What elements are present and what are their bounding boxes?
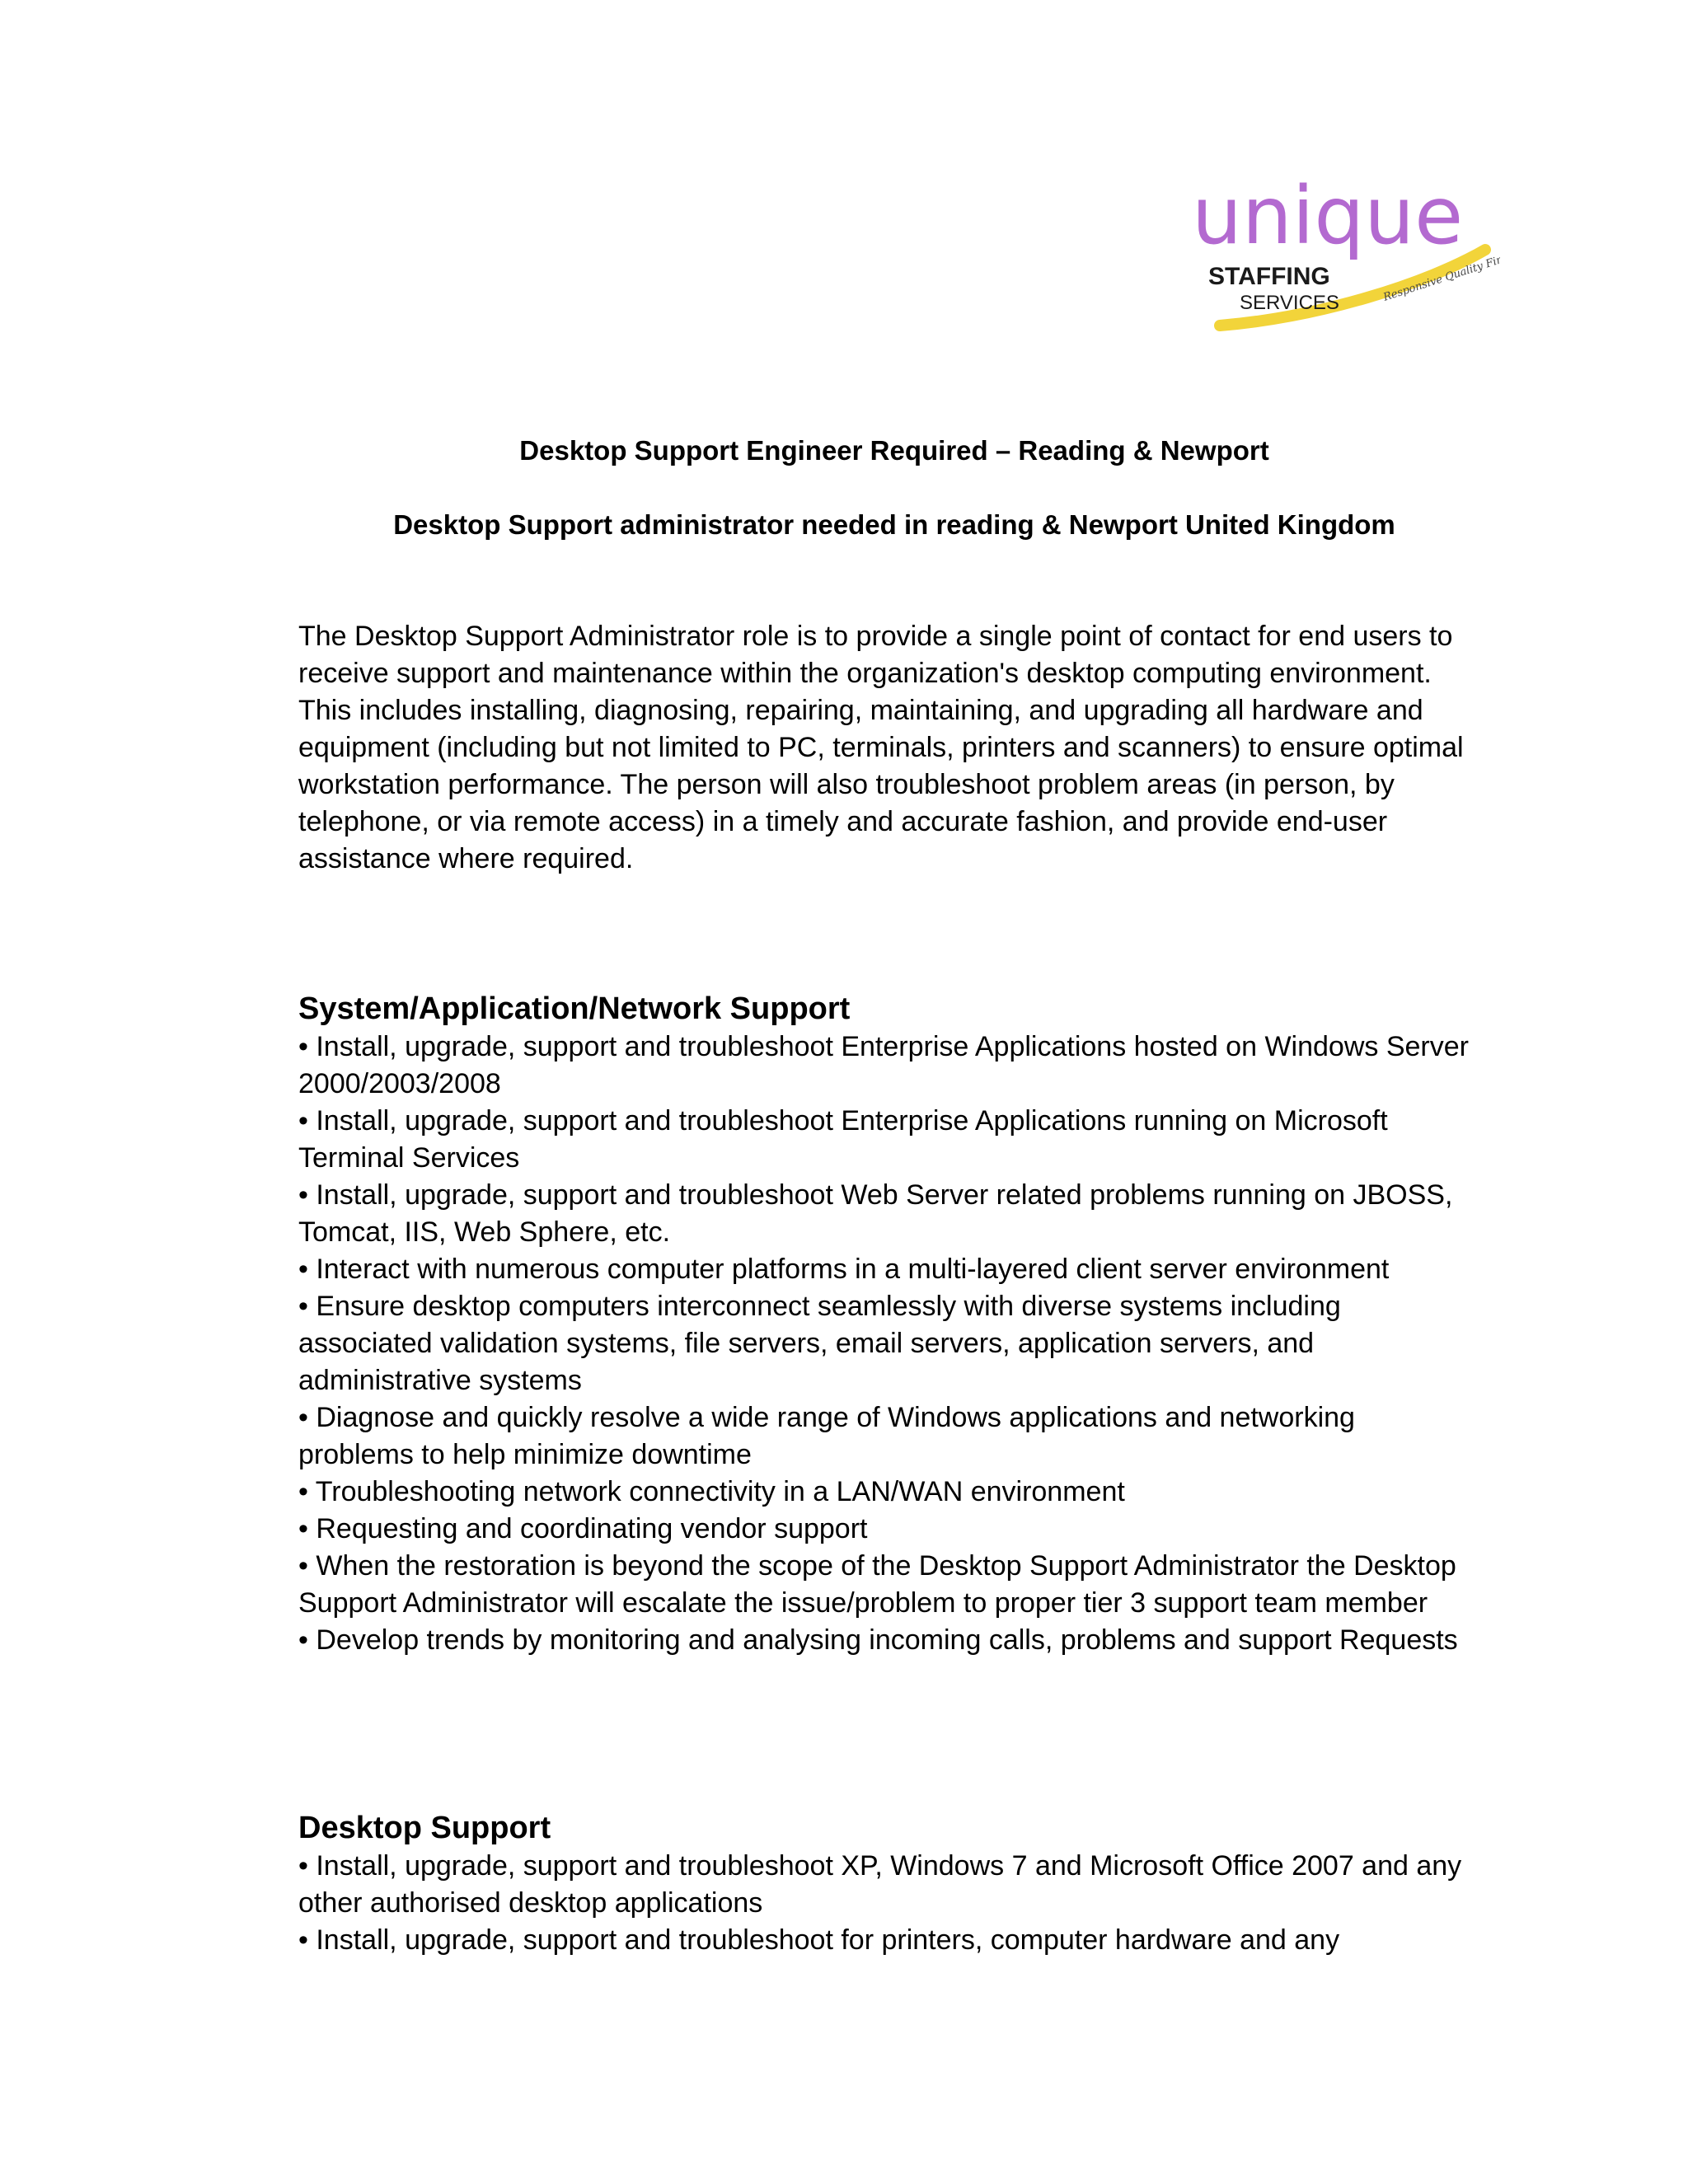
list-item: • Install, upgrade, support and troubleshoot Enterprise Applications running on Microsoft Terminal Services bbox=[298, 1103, 1469, 1177]
unique-staffing-logo-graphic bbox=[1187, 161, 1500, 350]
list-item: • Troubleshooting network connectivity in a LAN/WAN environment bbox=[298, 1474, 1469, 1511]
job-title: Desktop Support Engineer Required – Reading & Newport bbox=[519, 435, 1269, 466]
list-item: • Develop trends by monitoring and analysing incoming calls, problems and support Requests bbox=[298, 1622, 1469, 1659]
list-item: • Interact with numerous computer platforms in a multi-layered client server environment bbox=[298, 1251, 1469, 1288]
bullet-list bbox=[298, 1848, 1469, 1959]
list-item: • Diagnose and quickly resolve a wide range of Windows applications and networking problems to help minimize downtime bbox=[298, 1399, 1469, 1474]
company-logo bbox=[1187, 161, 1500, 350]
section-system-support bbox=[298, 989, 1469, 1659]
section-heading: Desktop Support bbox=[298, 1811, 551, 1845]
list-item: • Install, upgrade, support and troubleshoot for printers, computer hardware and any bbox=[298, 1922, 1469, 1959]
logo-tagline: Responsive Quality First bbox=[1381, 251, 1500, 304]
section-desktop-support bbox=[298, 1808, 1469, 1959]
section-heading: System/Application/Network Support bbox=[298, 991, 851, 1026]
intro-paragraph: The Desktop Support Administrator role is to provide a single point of contact for end users to receive support and maintenance within the organization's desktop computing environment. This includes installing, diagnosing, repairing, maintaining, and upgrading all hardware and equipment (including but not limited to PC, terminals, printers and scanners) to ensure optimal workstation performance. The person will also troubleshoot problem areas (in person, by telephone, or via remote access) in a timely and accurate fashion, and provide end-user assistance where required. bbox=[298, 621, 1464, 874]
bullet-list bbox=[298, 1029, 1469, 1659]
job-subtitle: Desktop Support administrator needed in reading & Newport United Kingdom bbox=[393, 509, 1395, 540]
logo-wordmark: unique bbox=[1192, 170, 1464, 262]
list-item: • Install, upgrade, support and troubleshoot Enterprise Applications hosted on Windows Server 2000/2003/2008 bbox=[298, 1029, 1469, 1103]
list-item: • Install, upgrade, support and troubleshoot Web Server related problems running on JBOSS, Tomcat, IIS, Web Sphere, etc. bbox=[298, 1177, 1469, 1251]
logo-staffing: STAFFING bbox=[1208, 263, 1330, 290]
logo-services: SERVICES bbox=[1240, 292, 1339, 314]
list-item: • When the restoration is beyond the scope of the Desktop Support Administrator the Desktop Support Administrator will escalate the issue/problem to proper tier 3 support team member bbox=[298, 1548, 1469, 1622]
list-item: • Ensure desktop computers interconnect seamlessly with diverse systems including associated validation systems, file servers, email servers, application servers, and administrative systems bbox=[298, 1288, 1469, 1399]
list-item: • Install, upgrade, support and troubleshoot XP, Windows 7 and Microsoft Office 2007 and any other authorised desktop applications bbox=[298, 1848, 1469, 1922]
list-item: • Requesting and coordinating vendor support bbox=[298, 1511, 1469, 1548]
